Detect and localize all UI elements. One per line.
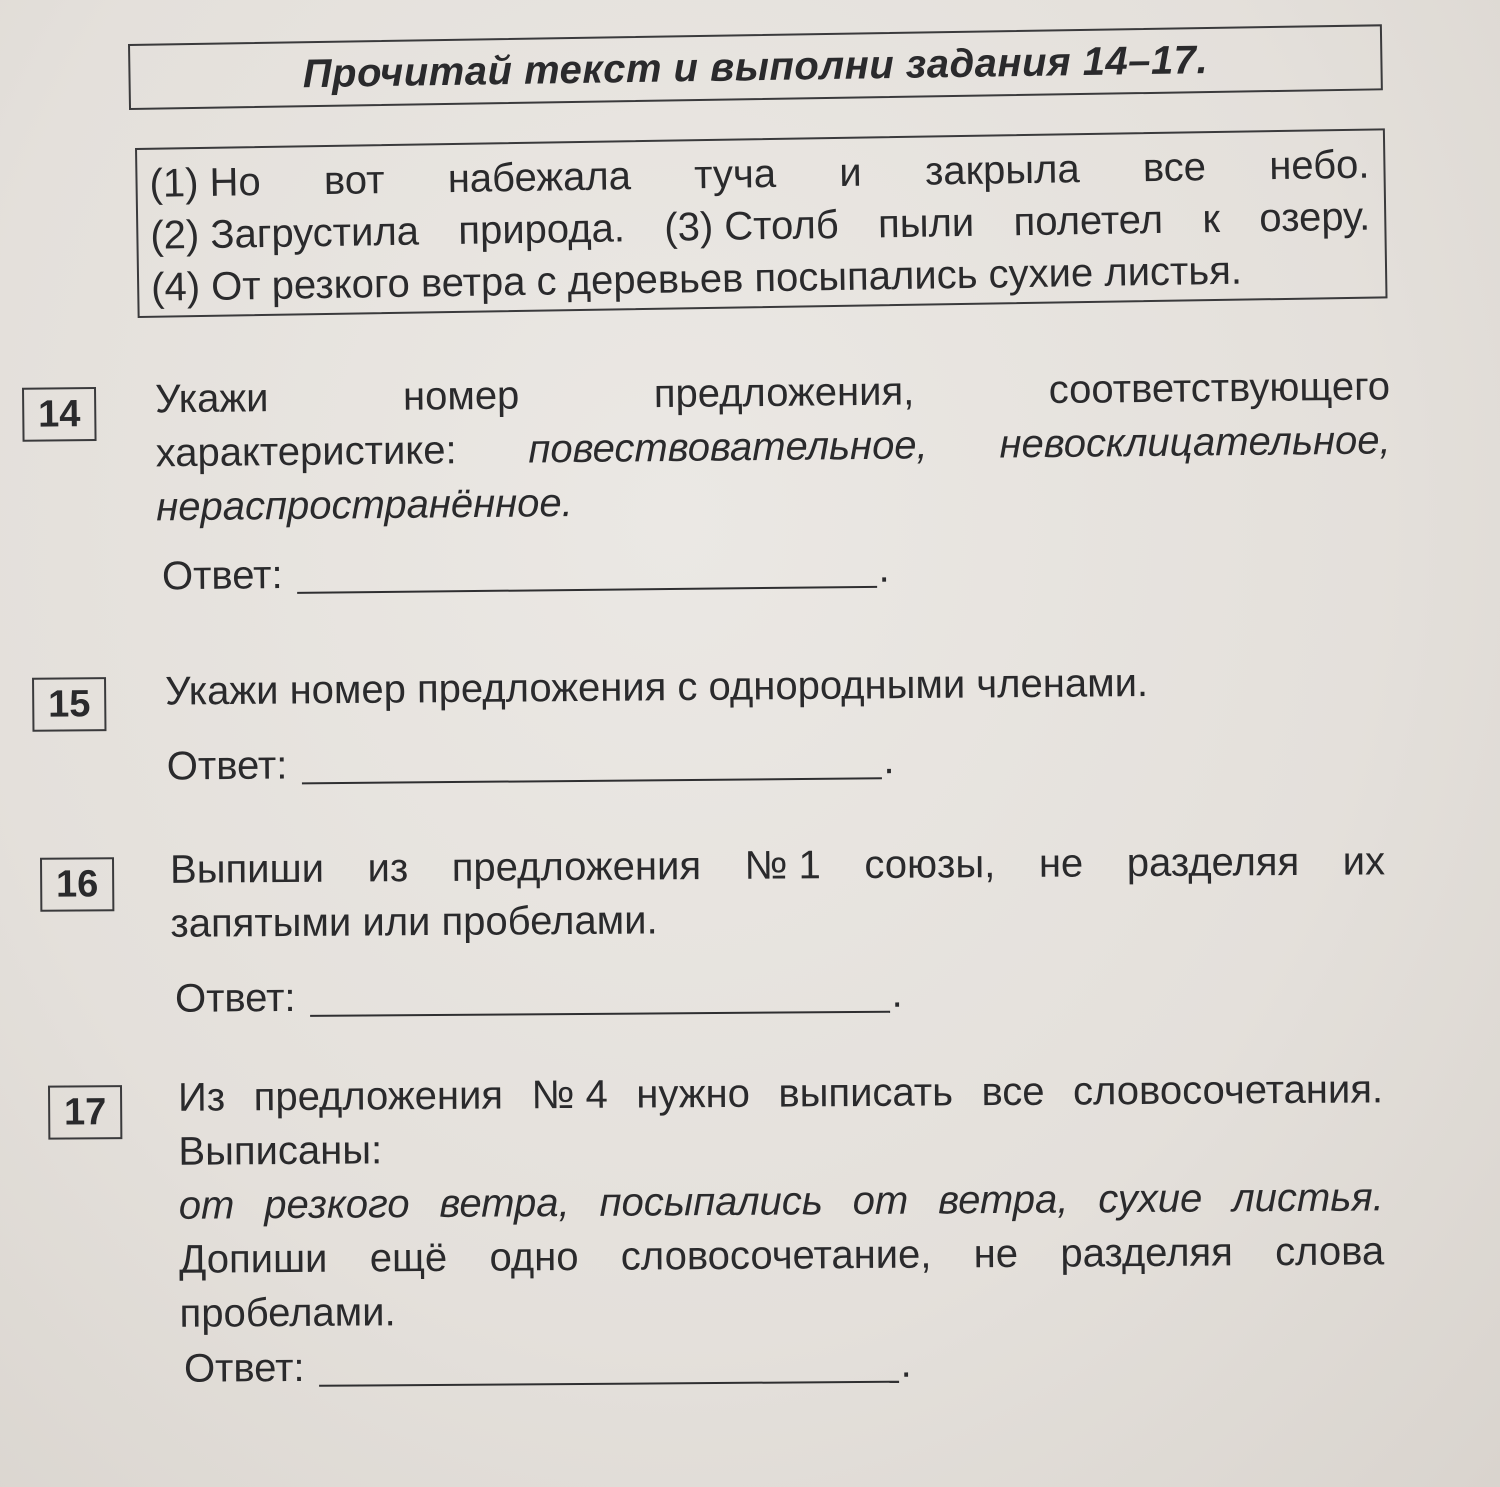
word: не bbox=[1038, 841, 1084, 886]
header-box bbox=[128, 24, 1383, 110]
word: не bbox=[973, 1231, 1019, 1277]
word: соответствующего bbox=[1048, 364, 1391, 413]
word: нераспространённое. bbox=[156, 481, 573, 530]
word: ещё bbox=[369, 1235, 448, 1281]
answer-dot: . bbox=[900, 1341, 912, 1386]
word: предложения bbox=[253, 1073, 504, 1120]
word: их bbox=[1342, 839, 1386, 884]
task-number-15: 15 bbox=[32, 677, 106, 732]
word: пыли bbox=[877, 200, 975, 247]
answer-14 bbox=[162, 547, 890, 600]
word: словосочетания. bbox=[1072, 1067, 1384, 1114]
word: набежала bbox=[447, 154, 632, 202]
word: природа. bbox=[458, 206, 626, 253]
word: Допиши bbox=[179, 1236, 328, 1282]
word: и bbox=[839, 150, 863, 195]
word: от bbox=[178, 1183, 235, 1228]
word: Укажи bbox=[154, 376, 269, 422]
answer-field-16[interactable] bbox=[309, 981, 889, 1017]
sentence-4: (4) От резкого ветра с деревьев посыпались сухие листья. bbox=[150, 248, 1243, 310]
task-15-question bbox=[165, 656, 1148, 719]
answer-dot: . bbox=[891, 971, 903, 1016]
word: листья. bbox=[1231, 1175, 1384, 1221]
word: словосочетание, bbox=[620, 1232, 932, 1279]
word: все bbox=[1142, 145, 1207, 191]
word: номер bbox=[402, 373, 520, 419]
answer-label: Ответ: bbox=[161, 553, 283, 599]
word: полетел bbox=[1013, 197, 1164, 245]
answer-dot: . bbox=[883, 738, 895, 783]
word: ветра, bbox=[937, 1177, 1069, 1223]
word: запятыми или пробелами. bbox=[170, 898, 658, 946]
word: одно bbox=[489, 1234, 579, 1280]
answer-15 bbox=[167, 738, 895, 789]
word: невосклицательное, bbox=[999, 418, 1391, 467]
answer-dot: . bbox=[878, 546, 890, 591]
task-number-16: 16 bbox=[40, 857, 114, 912]
answer-17 bbox=[184, 1342, 912, 1392]
word: союзы, bbox=[864, 842, 996, 887]
word: № 4 bbox=[531, 1072, 608, 1118]
word: пробелами. bbox=[179, 1290, 396, 1336]
word: вот bbox=[323, 158, 385, 204]
page-title: Прочитай текст и выполни задания 14–17. bbox=[302, 37, 1209, 96]
task-15-text: Укажи номер предложения с однородными членами. bbox=[164, 660, 1149, 714]
word: посыпались bbox=[599, 1179, 824, 1225]
word: разделяя bbox=[1126, 839, 1300, 886]
source-text-box bbox=[135, 128, 1388, 318]
word: Выпиши bbox=[169, 846, 325, 892]
word: характеристике: bbox=[155, 428, 457, 476]
word: туча bbox=[693, 151, 777, 198]
word: № 1 bbox=[744, 843, 822, 888]
word: озеру. bbox=[1258, 194, 1371, 241]
answer-label: Ответ: bbox=[166, 743, 288, 789]
answer-field-15[interactable] bbox=[301, 747, 881, 784]
word: небо. bbox=[1268, 142, 1370, 189]
word: (2) Загрустила bbox=[150, 209, 420, 258]
word: все bbox=[981, 1069, 1045, 1115]
answer-16 bbox=[175, 972, 903, 1022]
task-number-14: 14 bbox=[22, 387, 97, 442]
word: разделяя bbox=[1060, 1230, 1233, 1276]
word: слова bbox=[1274, 1229, 1385, 1275]
answer-label: Ответ: bbox=[183, 1345, 305, 1391]
answer-field-14[interactable] bbox=[296, 556, 876, 594]
word: Из bbox=[177, 1075, 226, 1120]
word: нужно bbox=[636, 1071, 751, 1117]
word: (3) Столб bbox=[663, 202, 840, 250]
task-16-question bbox=[170, 834, 1386, 950]
answer-field-17[interactable] bbox=[318, 1351, 898, 1387]
word: предложения, bbox=[653, 369, 915, 417]
task-17-question bbox=[178, 1062, 1385, 1340]
word: (1) Но bbox=[149, 160, 262, 206]
word: Выписаны: bbox=[178, 1128, 383, 1174]
word: выписать bbox=[778, 1070, 954, 1116]
task-14-question bbox=[155, 359, 1392, 534]
word: повествовательное, bbox=[528, 423, 928, 472]
answer-label: Ответ: bbox=[174, 975, 296, 1021]
word: сухие bbox=[1098, 1176, 1203, 1222]
word: резкого bbox=[264, 1182, 410, 1228]
word: к bbox=[1202, 196, 1221, 242]
word: ветра, bbox=[439, 1181, 570, 1226]
word: предложения bbox=[451, 844, 702, 890]
word: от bbox=[852, 1178, 909, 1224]
word: из bbox=[367, 846, 409, 891]
word: закрыла bbox=[924, 147, 1080, 194]
task-number-17: 17 bbox=[48, 1085, 122, 1140]
